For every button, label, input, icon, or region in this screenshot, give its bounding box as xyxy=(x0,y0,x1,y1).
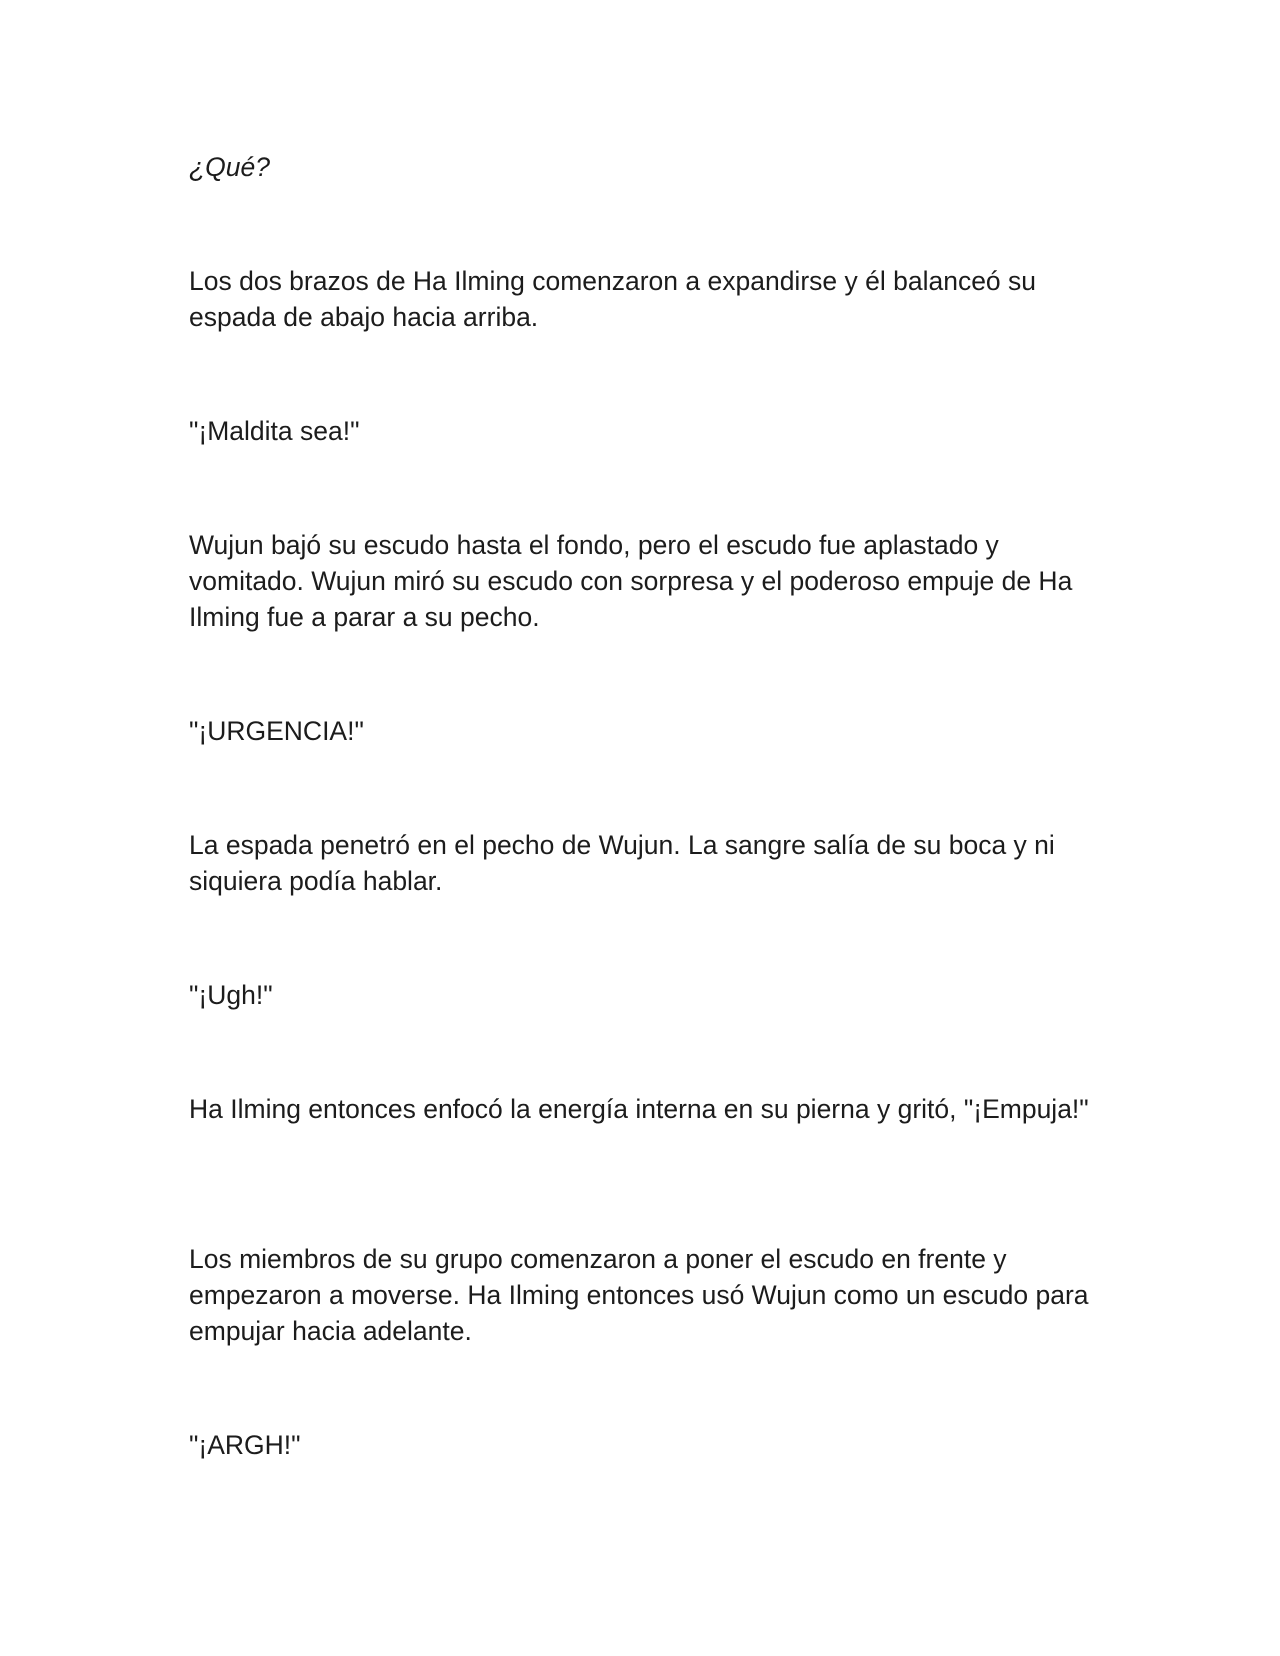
paragraph-argh: "¡ARGH!" xyxy=(189,1430,301,1460)
paragraph-brazos: Los dos brazos de Ha Ilming comenzaron a expandirse y él balanceó su espada de abajo hacia arriba. xyxy=(189,266,1037,332)
paragraph-ugh: "¡Ugh!" xyxy=(189,980,273,1010)
paragraph-energia-interna: Ha Ilming entonces enfocó la energía interna en su pierna y gritó, "¡Empuja!" xyxy=(189,1094,1089,1124)
paragraph-urgencia: "¡URGENCIA!" xyxy=(189,716,364,746)
paragraph-que: ¿Qué? xyxy=(189,152,271,182)
paragraph-wujun-escudo: Wujun bajó su escudo hasta el fondo, pero el escudo fue aplastado y vomitado. Wujun miró su escudo con sorpresa y el poderoso empuje de Ha Ilming fue a parar a su pecho. xyxy=(189,530,1073,632)
paragraph-maldita-sea: "¡Maldita sea!" xyxy=(189,416,360,446)
paragraph-espada-penetro: La espada penetró en el pecho de Wujun. La sangre salía de su boca y ni siquiera podía hablar. xyxy=(189,830,1055,896)
paragraph-miembros-grupo: Los miembros de su grupo comenzaron a poner el escudo en frente y empezaron a moverse. Ha Ilming entonces usó Wujun como un escudo para empujar hacia adelante. xyxy=(189,1244,1089,1346)
